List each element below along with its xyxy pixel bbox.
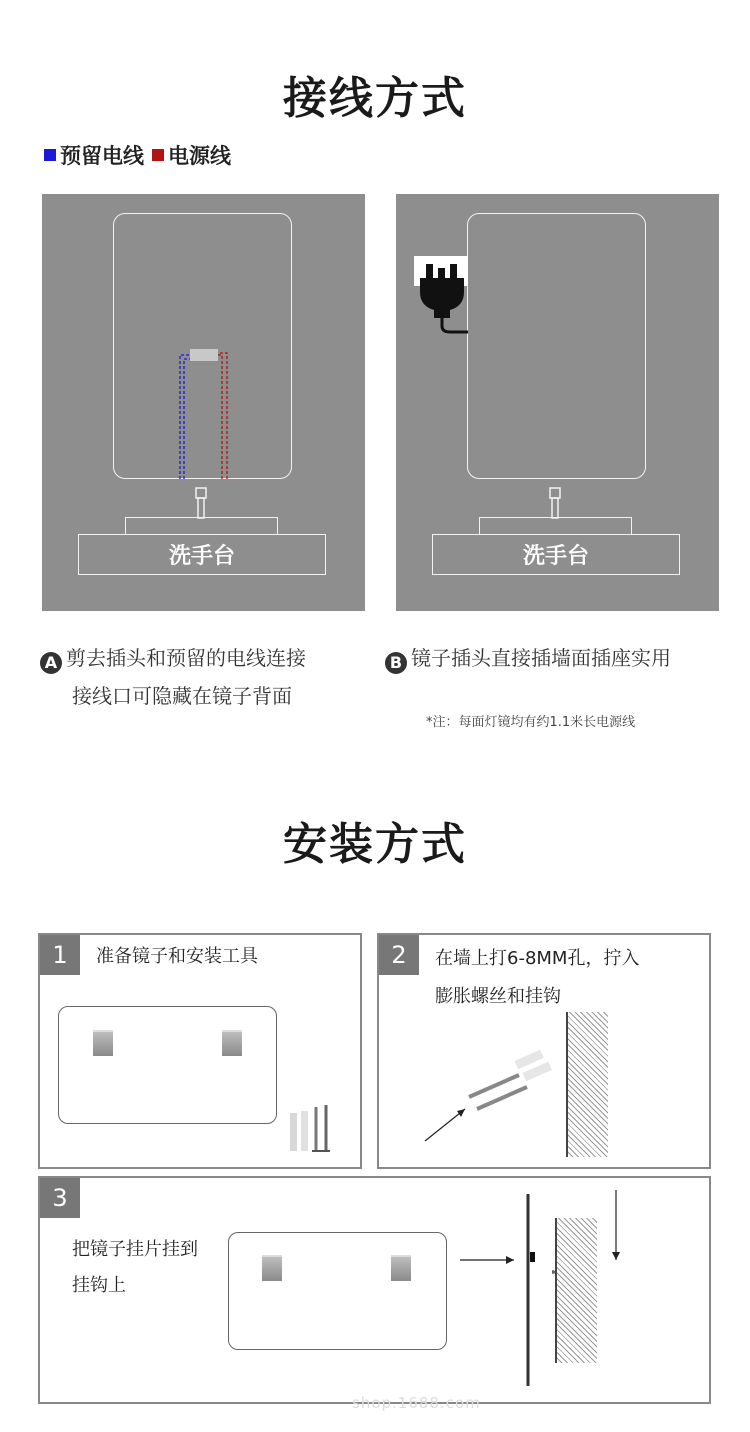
step1-hanger-right: [222, 1030, 242, 1056]
legend-swatch-blue: [44, 149, 56, 161]
step2-text-line1: 在墙上打6-8MM孔，拧入: [435, 948, 640, 969]
faucet-b: [544, 486, 568, 520]
step1-mirror: [58, 1006, 277, 1124]
basin-b: [432, 534, 680, 575]
junction-box: [190, 349, 218, 361]
blue-wire-1: [180, 355, 190, 479]
step1-hanger-left: [93, 1030, 113, 1056]
basin-label-a: 洗手台: [168, 544, 235, 569]
legend-swatch-red: [152, 149, 164, 161]
basin-top-b: [479, 517, 632, 535]
cord-length-note: *注：每面灯镜均有约1.1米长电源线: [426, 715, 636, 730]
caption-b: [385, 642, 671, 674]
faucet-a: [190, 486, 214, 520]
legend: [44, 140, 231, 170]
step3-wall: [555, 1218, 597, 1363]
step2-box: [377, 933, 711, 1169]
screws-anchors-icon: [286, 1103, 342, 1155]
step3-hanger-right: [391, 1255, 411, 1281]
basin-label-b: 洗手台: [522, 544, 589, 569]
legend-label-reserved-wire: 预留电线: [60, 144, 144, 168]
step3-mirror: [228, 1232, 447, 1350]
step2-wall: [566, 1012, 608, 1157]
mirror-outline-b: [467, 213, 646, 479]
plug-icon: [416, 262, 472, 336]
step1-text: 准备镜子和安装工具: [96, 946, 258, 967]
step3-number: 3: [40, 1178, 80, 1218]
step3-text-line1: 把镜子挂片挂到: [72, 1239, 198, 1260]
step2-screws-icon: [419, 1045, 559, 1145]
badge-a-icon: A: [40, 652, 62, 674]
step3-text-line2: 挂钩上: [72, 1275, 126, 1296]
wiring-title: 接线方式: [283, 73, 467, 124]
caption-b-line1: 镜子插头直接插墙面插座实用: [411, 646, 671, 670]
caption-a-line2: 接线口可隐藏在镜子背面: [72, 684, 292, 708]
basin-a: [78, 534, 326, 575]
blue-wire-2: [184, 359, 190, 479]
step2-number: 2: [379, 935, 419, 975]
legend-label-power-cord: 电源线: [168, 144, 231, 168]
badge-b-icon: B: [385, 652, 407, 674]
step2-text-line2: 膨胀螺丝和挂钩: [435, 986, 561, 1007]
install-title: 安装方式: [283, 819, 467, 870]
basin-top-a: [125, 517, 278, 535]
caption-a-line1: 剪去插头和预留的电线连接: [66, 646, 306, 670]
wires-diagram: [170, 345, 240, 480]
step1-box: [38, 933, 362, 1169]
step3-hanger-left: [262, 1255, 282, 1281]
step1-number: 1: [40, 935, 80, 975]
caption-a: [40, 642, 306, 674]
step3-box: [38, 1176, 711, 1404]
red-wire-1: [218, 355, 222, 479]
watermark: shop.1688.com: [352, 1394, 481, 1412]
